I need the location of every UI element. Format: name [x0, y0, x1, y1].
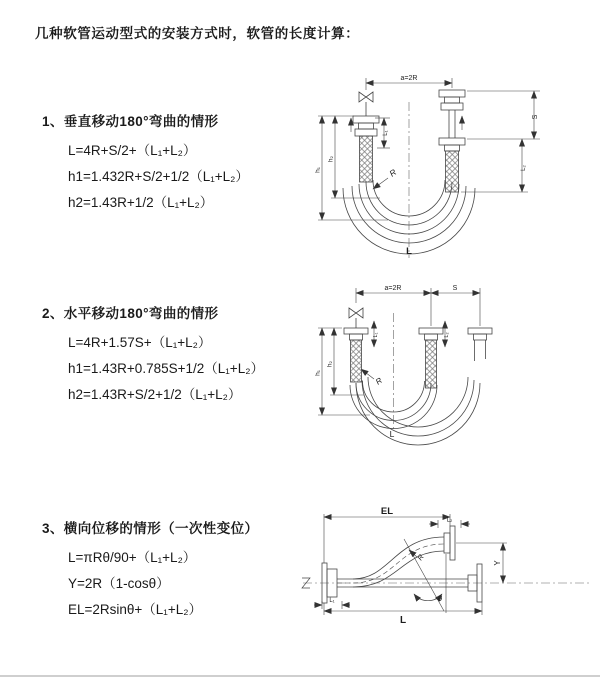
hose-assembly: [344, 328, 492, 445]
dimension-lines: [318, 288, 480, 415]
flange-moved: [468, 328, 492, 334]
diagram-vertical-180-bend: [308, 64, 590, 262]
section-horizontal-movement: [42, 302, 264, 408]
flange: [344, 328, 368, 334]
label-r: R: [387, 166, 399, 179]
formula-L: L=πRθ/90+（L₁+L₂）: [68, 550, 197, 565]
label-h1: h₁: [314, 167, 322, 173]
section-3-heading: 3、横向位移的情形（一次性变位）: [42, 521, 259, 536]
label-a2r: a=2R: [384, 285, 402, 292]
label-y: Y: [493, 560, 502, 566]
label-h2: h₂: [326, 360, 334, 368]
hose-curve: [353, 537, 444, 579]
section-1-heading: 1、垂直移动180°弯曲的情形: [42, 114, 219, 129]
hose-assembly: [322, 526, 482, 603]
valve-icon: [349, 308, 363, 328]
diagram-horizontal-180-bend: [308, 281, 590, 449]
valve-icon: [359, 92, 373, 116]
braided-hose: [426, 340, 437, 388]
flange: [353, 116, 379, 123]
label-s: S: [532, 114, 539, 120]
page-title: 几种软管运动型式的安装方式时，软管的长度计算：: [35, 26, 360, 41]
diagram-lateral-displacement: [298, 501, 598, 659]
label-l2: L₂: [444, 332, 450, 338]
label-theta: θ: [438, 594, 443, 603]
braided-hose: [351, 340, 362, 382]
formula-L: L=4R+1.57S+（L₁+L₂）: [68, 335, 212, 350]
formula-h2: h2=1.43R+1/2（L₁+L₂）: [68, 195, 214, 210]
label-l: L: [389, 429, 395, 439]
flange-original: [439, 138, 465, 145]
label-l1: L₁: [383, 130, 389, 136]
label-el: EL: [380, 506, 394, 517]
label-l: L: [406, 246, 412, 257]
formula-h2: h2=1.43R+S/2+1/2（L₁+L₂）: [68, 387, 242, 402]
label-l2: L₂: [446, 517, 453, 524]
formula-h1: h1=1.43R+0.785S+1/2（L₁+L₂）: [68, 361, 264, 376]
dimension-lines: [318, 78, 540, 220]
label-l1: L₁: [329, 598, 335, 604]
label-h1: h₁: [314, 370, 322, 376]
flange-right-moved: [450, 526, 455, 560]
label-a2r: a=2R: [400, 75, 418, 82]
label-s: S: [452, 285, 458, 292]
braided-hose: [360, 136, 373, 182]
dimension-lines: [314, 514, 507, 615]
diagram-labels: [315, 75, 540, 257]
label-l: L: [399, 615, 407, 626]
label-r: R: [415, 552, 426, 563]
label-l2: L₂: [521, 165, 527, 171]
formula-EL: EL=2Rsinθ+（L₁+L₂）: [68, 602, 202, 617]
formula-L: L=4R+S/2+（L₁+L₂）: [68, 143, 197, 158]
section-lateral-displacement: [42, 517, 258, 623]
flange-original: [419, 328, 443, 334]
flange-moved: [439, 90, 465, 97]
formula-Y: Y=2R（1-cosθ）: [68, 576, 170, 591]
formula-h1: h1=1.432R+S/2+1/2（L₁+L₂）: [68, 169, 249, 184]
label-h2: h₂: [327, 155, 335, 163]
section-2-heading: 2、水平移动180°弯曲的情形: [42, 306, 219, 321]
section-vertical-movement: [42, 110, 249, 216]
diagram-labels: [329, 506, 502, 626]
label-l1: L₁: [373, 332, 379, 338]
label-r: R: [373, 375, 384, 387]
